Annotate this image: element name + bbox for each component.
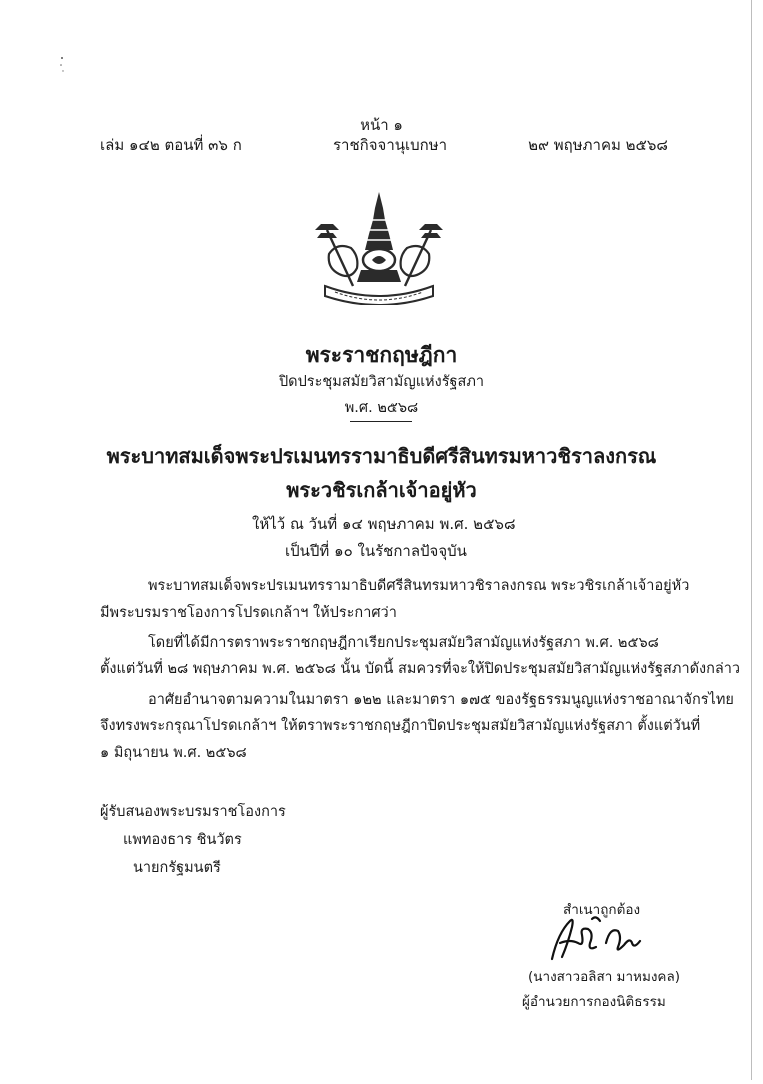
body-paragraph-1-line-2: มีพระบรมราชโองการโปรดเกล้าฯ ให้ประกาศว่า <box>100 605 397 621</box>
decree-title: พระราชกฤษฎีกา <box>305 343 458 367</box>
king-name-line-2: พระวชิรเกล้าเจ้าอยู่หัว <box>286 478 477 502</box>
title-divider <box>350 421 412 422</box>
royal-emblem-icon <box>307 190 451 305</box>
body-paragraph-2-line-1: โดยที่ได้มีการตราพระราชกฤษฎีกาเรียกประชุมสมัยวิสามัญแห่งรัฐสภา พ.ศ. ๒๕๖๘ <box>148 635 659 651</box>
certifier-name: (นางสาวอลิสา มาหมงคล) <box>528 969 681 985</box>
certifier-title: ผู้อำนวยการกองนิติธรรม <box>522 994 666 1010</box>
king-name-line-1: พระบาทสมเด็จพระปรเมนทรรามาธิบดีศรีสินทรมหาวชิราลงกรณ <box>106 444 657 468</box>
body-paragraph-3-line-3: ๑ มิถุนายน พ.ศ. ๒๕๖๘ <box>100 745 247 761</box>
volume-issue: เล่ม ๑๔๒ ตอนที่ ๓๖ ก <box>100 136 242 154</box>
gazette-name: ราชกิจจานุเบกษา <box>333 136 448 154</box>
page-number: หน้า ๑ <box>360 116 403 134</box>
body-paragraph-3-line-1: อาศัยอำนาจตามความในมาตรา ๑๒๒ และมาตรา ๑๗๕ ของรัฐธรรมนูญแห่งราชอาณาจักรไทย <box>148 692 734 708</box>
decree-year: พ.ศ. ๒๕๖๘ <box>344 400 419 416</box>
scan-speck-mark <box>58 55 68 75</box>
body-paragraph-2-line-2: ตั้งแต่วันที่ ๒๘ พฤษภาคม พ.ศ. ๒๕๖๘ นั้น บัดนี้ สมควรที่จะให้ปิดประชุมสมัยวิสามัญแห่งรัฐสภาดังกล่าว <box>100 661 741 677</box>
publication-date: ๒๙ พฤษภาคม ๒๕๖๘ <box>528 136 668 154</box>
handwritten-signature <box>548 913 644 965</box>
decree-subtitle: ปิดประชุมสมัยวิสามัญแห่งรัฐสภา <box>278 374 485 390</box>
body-paragraph-3-line-2: จึงทรงพระกรุณาโปรดเกล้าฯ ให้ตราพระราชกฤษฎีกาปิดประชุมสมัยวิสามัญแห่งรัฐสภา ตั้งแต่วันที่ <box>100 718 701 734</box>
countersign-label: ผู้รับสนองพระบรมราชโองการ <box>100 804 286 820</box>
given-date: ให้ไว้ ณ วันที่ ๑๔ พฤษภาคม พ.ศ. ๒๕๖๘ <box>252 515 516 533</box>
certified-copy-label: สำเนาถูกต้อง <box>563 902 641 918</box>
scan-edge-shadow <box>750 0 753 1080</box>
countersign-position: นายกรัฐมนตรี <box>133 860 221 876</box>
body-paragraph-1-line-1: พระบาทสมเด็จพระปรเมนทรรามาธิบดีศรีสินทรมหาวชิราลงกรณ พระวชิรเกล้าเจ้าอยู่หัว <box>148 578 690 594</box>
countersign-name: แพทองธาร ชินวัตร <box>123 832 242 848</box>
reign-year: เป็นปีที่ ๑๐ ในรัชกาลปัจจุบัน <box>285 542 467 560</box>
